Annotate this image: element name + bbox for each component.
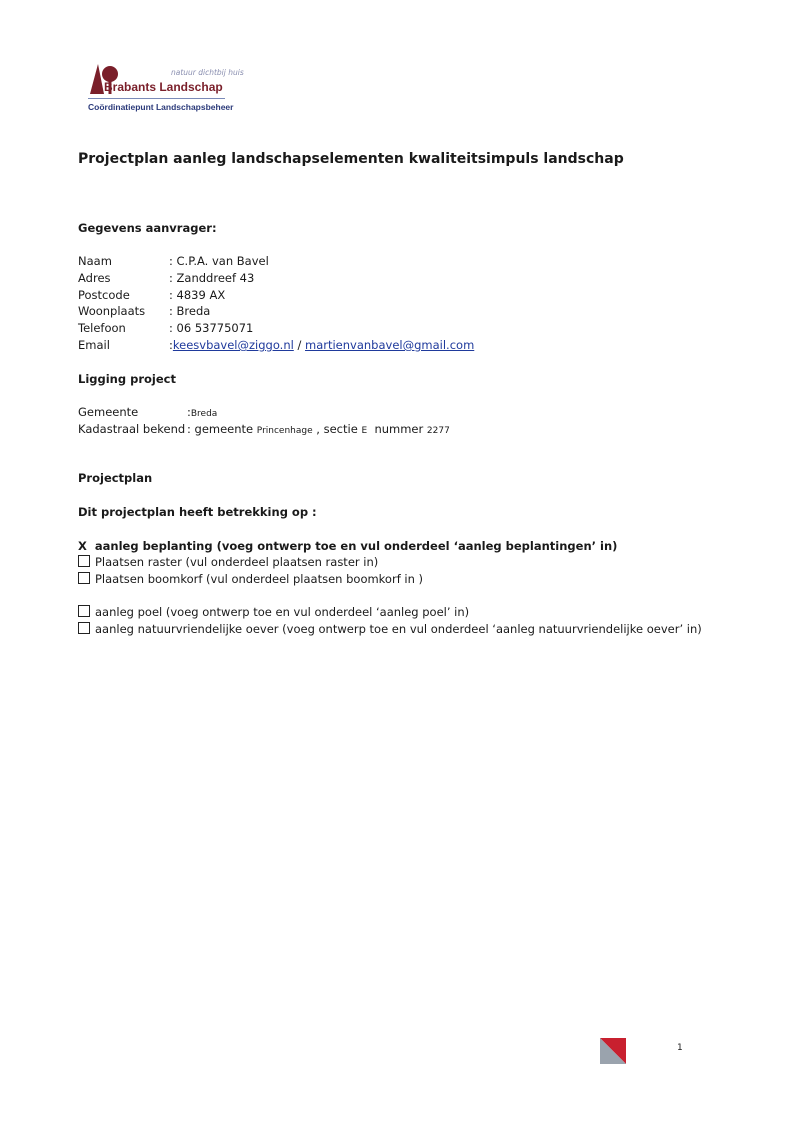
option-label: Plaatsen boomkorf (vul onderdeel plaatsen boomkorf in ): [95, 572, 424, 586]
logo-divider: [88, 98, 225, 99]
option-plaatsen-raster: [78, 555, 378, 569]
checkbox-aanleg-oever[interactable]: [78, 622, 90, 634]
kadaster-section: E: [361, 426, 368, 436]
logo-subtitle: Coördinatiepunt Landschapsbeheer: [88, 102, 234, 112]
email-link-2[interactable]: martienvanbavel@gmail.com: [305, 338, 475, 352]
selected-option-aanleg-beplanting: [78, 539, 617, 553]
gemeente-colon: :: [187, 405, 191, 419]
field-value-telefoon: : 06 53775071: [169, 321, 254, 335]
email-colon: :: [169, 338, 173, 352]
field-value-email: [169, 338, 474, 352]
checkbox-plaatsen-boomkorf[interactable]: [78, 572, 90, 584]
gemeente-label: Gemeente: [78, 405, 139, 419]
field-label-postcode: Postcode: [78, 288, 130, 302]
projectplan-subheading: Dit projectplan heeft betrekking op :: [78, 505, 317, 519]
field-label-woonplaats: Woonplaats: [78, 304, 146, 318]
field-label-adres: Adres: [78, 271, 111, 285]
logo-name: Brabants Landschap: [104, 80, 223, 94]
checkbox-aanleg-poel[interactable]: [78, 605, 90, 617]
email-separator: /: [297, 338, 302, 352]
corner-logo-icon: [600, 1038, 626, 1064]
field-label-email: Email: [78, 338, 110, 352]
option-label: aanleg natuurvriendelijke oever (voeg ontwerp toe en vul onderdeel ‘aanleg natuurvriendelijke oever’ in): [95, 622, 702, 636]
page-number: 1: [677, 1043, 683, 1053]
gemeente-name: Breda: [190, 409, 218, 419]
field-value-woonplaats: : Breda: [169, 304, 211, 318]
field-value-postcode: : 4839 AX: [169, 288, 226, 302]
email-link-1[interactable]: keesvbavel@ziggo.nl: [172, 338, 294, 352]
projectplan-heading: Projectplan: [78, 471, 153, 485]
document-title: Projectplan aanleg landschapselementen kwaliteitsimpuls landschap: [78, 151, 624, 167]
option-label: Plaatsen raster (vul onderdeel plaatsen raster in): [95, 555, 379, 569]
kadaster-text-3: nummer: [374, 422, 424, 436]
selected-option-label: aanleg beplanting (voeg ontwerp toe en vul onderdeel ‘aanleg beplantingen’ in): [94, 539, 618, 553]
field-value-naam: : C.P.A. van Bavel: [169, 254, 269, 268]
kadaster-number: 2277: [426, 426, 450, 436]
applicant-heading: Gegevens aanvrager:: [78, 221, 217, 235]
kadaster-text-1: : gemeente: [187, 422, 254, 436]
field-value-adres: : Zanddreef 43: [169, 271, 255, 285]
logo-tagline: natuur dichtbij huis: [171, 68, 244, 77]
kadaster-place: Princenhage: [256, 426, 313, 436]
checkbox-plaatsen-raster[interactable]: [78, 555, 90, 567]
location-heading: Ligging project: [78, 372, 176, 386]
kadaster-value: [187, 422, 450, 436]
field-label-naam: Naam: [78, 254, 112, 268]
option-plaatsen-boomkorf: [78, 572, 423, 586]
option-aanleg-poel: [78, 605, 469, 619]
option-aanleg-oever: [78, 622, 702, 636]
kadaster-text-2: , sectie: [316, 422, 358, 436]
gemeente-value: [187, 405, 217, 419]
kadaster-label: Kadastraal bekend: [78, 422, 186, 436]
field-label-telefoon: Telefoon: [78, 321, 126, 335]
selected-mark: X: [78, 539, 87, 553]
option-label: aanleg poel (voeg ontwerp toe en vul onderdeel ‘aanleg poel’ in): [95, 605, 470, 619]
